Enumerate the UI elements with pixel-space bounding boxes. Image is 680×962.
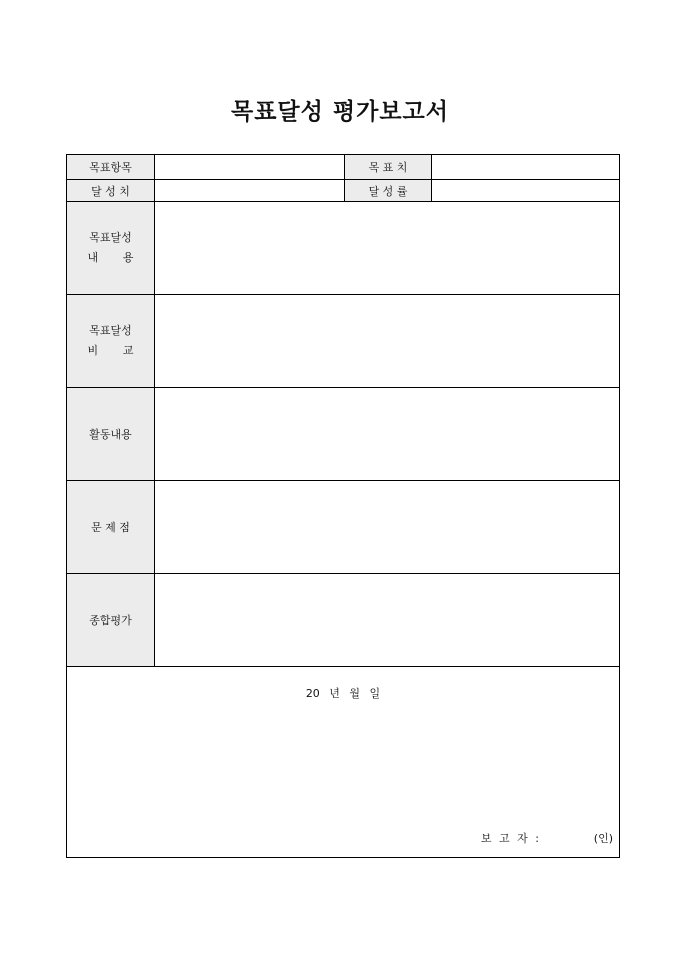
section-activities [67, 388, 619, 481]
section-label: 종합평가 [67, 574, 154, 666]
header-row-achieved [67, 180, 619, 202]
field-achieved-value[interactable] [154, 180, 344, 201]
field-achievement-rate[interactable] [431, 180, 619, 201]
header-row-target [67, 155, 619, 180]
report-form [66, 154, 620, 858]
section-label-line1: 목표달성 [89, 324, 132, 337]
section-label: 문 제 점 [67, 481, 154, 573]
section-label [67, 202, 154, 294]
signature-area [67, 667, 619, 857]
section-problems [67, 481, 619, 574]
label-target-value: 목 표 치 [344, 155, 431, 179]
label-target-item: 목표항목 [67, 155, 154, 179]
section-content-field[interactable] [154, 388, 619, 480]
document-title: 목표달성 평가보고서 [231, 99, 449, 125]
section-label: 활동내용 [67, 388, 154, 480]
label-achievement-rate: 달 성 률 [344, 180, 431, 201]
report-date[interactable]: 20 년 월 일 [305, 687, 381, 700]
section-overall-evaluation [67, 574, 619, 667]
section-achievement-comparison [67, 295, 619, 388]
label-achieved-value: 달 성 치 [67, 180, 154, 201]
section-content-field[interactable] [154, 574, 619, 666]
section-achievement-content [67, 202, 619, 295]
section-label-line1: 목표달성 [89, 231, 132, 244]
section-content-field[interactable] [154, 481, 619, 573]
field-target-value[interactable] [431, 155, 619, 179]
seal-mark: (인) [593, 832, 613, 845]
section-content-field[interactable] [154, 295, 619, 387]
section-label [67, 295, 154, 387]
field-target-item[interactable] [154, 155, 344, 179]
section-label-line2: 내 용 [87, 251, 134, 264]
section-content-field[interactable] [154, 202, 619, 294]
reporter-label: 보 고 자 : [480, 832, 539, 845]
section-label-line2: 비 교 [87, 344, 134, 357]
